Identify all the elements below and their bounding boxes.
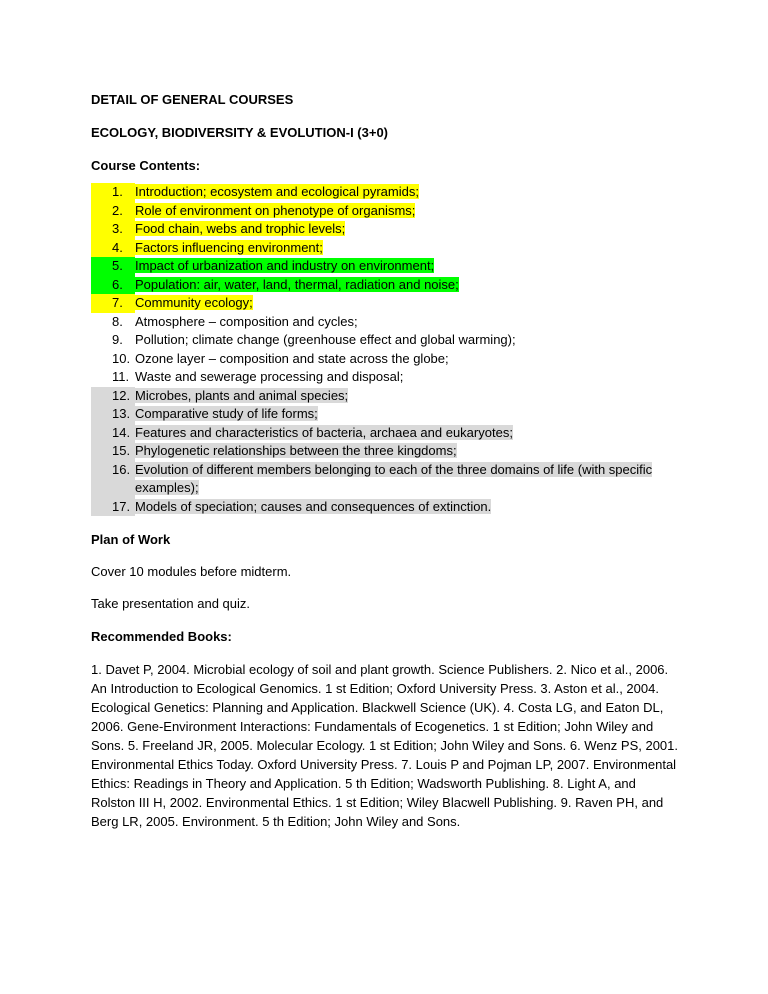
books-heading: Recommended Books: [91,629,232,644]
contents-item-number: 5. [91,257,135,276]
contents-item [91,424,681,443]
plan-item: Cover 10 modules before midterm. [91,564,292,579]
contents-item-text: Pollution; climate change (greenhouse effect and global warming); [135,332,516,347]
contents-item-number: 9. [112,332,123,347]
document-title: DETAIL OF GENERAL COURSES [91,92,294,107]
contents-item-text: Food chain, webs and trophic levels; [135,221,346,236]
contents-item-number: 11. [112,369,130,384]
contents-item-text: Impact of urbanization and industry on environment; [135,258,435,273]
contents-item-number: 4. [91,239,135,258]
contents-item-number: 7. [91,294,135,313]
contents-item [91,461,681,498]
contents-item [91,368,681,387]
contents-item-number: 10. [112,350,131,366]
contents-item [91,313,681,332]
contents-item [91,220,681,239]
contents-item [91,257,681,276]
contents-item-number: 13. [91,405,135,424]
contents-item-text: Community ecology; [135,295,253,310]
contents-item-number: 15. [91,442,135,461]
recommended-books-text: 1. Davet P, 2004. Microbial ecology of soil and plant growth. Science Publishers. 2. Nico et al., 2006. An Introduction to Ecological Genomics. 1 st Edition; Oxford University Press. 3. Aston et al., 2004. Ecological Genetics: Planning and Application. Blackwell Science (UK). 4. Costa LG, and Eaton DL, 2006. Gene-Environment Interactions: Fundamentals of Ecogenetics. 1 st Edition; John Wiley and Sons. 5. Freeland JR, 2005. Molecular Ecology. 1 st Edition; John Wiley and Sons. 6. Wenz PS, 2001. Environmental Ethics Today. Oxford University Press. 7. Louis P and Pojman LP, 2007. Environmental Ethics: Readings in Theory and Application. 5 th Edition; Wadsworth Publishing. 8. Light A, and Rolston III H, 2002. Environmental Ethics. 1 st Edition; Wiley Blacwell Publishing. 9. Raven PH, and Berg LR, 2005. Environment. 5 th Edition; John Wiley and Sons. [91,662,678,829]
contents-item-text: Introduction; ecosystem and ecological pyramids; [135,184,419,199]
contents-item [91,239,681,258]
contents-item-text: Evolution of different members belonging to each of the three domains of life (with specific examples); [135,461,653,495]
contents-heading: Course Contents: [91,158,201,173]
plan-heading: Plan of Work [91,532,171,547]
contents-item-text: Features and characteristics of bacteria, archaea and eukaryotes; [135,424,513,440]
contents-item-number: 12. [91,387,135,406]
contents-item-number: 3. [91,220,135,239]
contents-item-number: 17. [91,498,135,517]
contents-item-text: Population: air, water, land, thermal, radiation and noise; [135,276,459,292]
contents-item-number: 16. [91,461,135,498]
contents-item-number: 1. [91,183,135,202]
contents-item-text: Waste and sewerage processing and disposal; [135,369,404,384]
contents-item-number: 14. [91,424,135,443]
contents-item [91,294,681,313]
contents-item-text: Models of speciation; causes and consequences of extinction. [135,498,492,514]
contents-item-number: 6. [91,276,135,295]
document-page [91,91,681,831]
contents-item [91,405,681,424]
plan-item: Take presentation and quiz. [91,596,250,611]
contents-item [91,387,681,406]
contents-item-text: Phylogenetic relationships between the three kingdoms; [135,443,457,458]
contents-item-text: Atmosphere – composition and cycles; [135,313,358,329]
contents-item-text: Ozone layer – composition and state across the globe; [135,350,449,366]
contents-item-number: 8. [112,313,123,329]
contents-item-text: Factors influencing environment; [135,239,323,255]
contents-item [91,183,681,202]
contents-item-text: Comparative study of life forms; [135,406,318,421]
contents-item-text: Role of environment on phenotype of organisms; [135,202,416,218]
contents-item [91,331,681,350]
course-title: ECOLOGY, BIODIVERSITY & EVOLUTION-I (3+0) [91,125,389,140]
contents-item-text: Microbes, plants and animal species; [135,387,349,403]
contents-item [91,498,681,517]
contents-item [91,442,681,461]
contents-item [91,202,681,221]
contents-item [91,350,681,369]
course-contents-list [91,183,681,516]
contents-item [91,276,681,295]
contents-item-number: 2. [91,202,135,221]
